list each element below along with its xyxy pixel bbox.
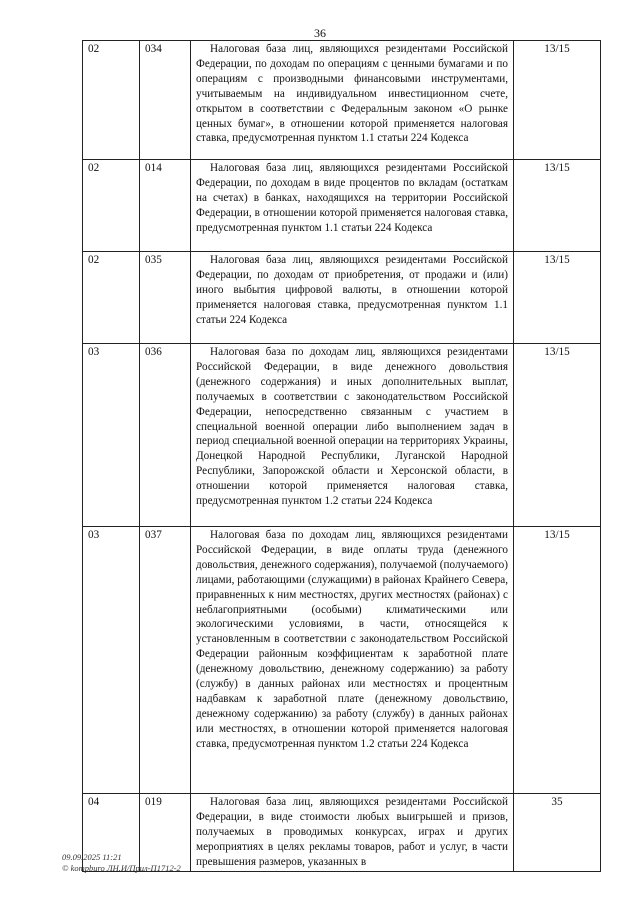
subcode-cell: 037 [140, 527, 191, 794]
code-cell: 03 [83, 344, 140, 527]
description-cell: Налоговая база лиц, являющихся резидентами Российской Федерации, по доходам по операциям с ценными бумагами и по операциям с производными финансовыми инструментами, учитываемым на индивидуальном инвестиционном счете, открытом в соответствии с Федеральным законом «О рынке ценных бумаг», в отношении которой применяется налоговая ставка, предусмотренная пунктом 1.1 статьи 224 Кодекса [191, 41, 514, 160]
code-cell: 02 [83, 41, 140, 160]
print-footer [62, 852, 181, 874]
code-cell: 02 [83, 252, 140, 344]
print-date: 09.09.2025 11:21 [62, 852, 122, 862]
description-cell: Налоговая база лиц, являющихся резидентами Российской Федерации, по доходам в виде процентов по вкладам (остаткам на счетах) в банках, находящихся на территории Российской Федерации, в отношении которой применяется налоговая ставка, предусмотренная пунктом 1.1 статьи 224 Кодекса [191, 160, 514, 252]
rate-cell: 13/15 [514, 344, 601, 527]
description-cell: Налоговая база лиц, являющихся резидентами Российской Федерации, по доходам от приобретения, от продажи и (или) иного выбытия цифровой валюты, в отношении которой применяется налоговая ставка, предусмотренная пунктом 1.1 статьи 224 Кодекса [191, 252, 514, 344]
subcode-cell: 034 [140, 41, 191, 160]
description-cell: Налоговая база лиц, являющихся резидентами Российской Федерации, в виде стоимости любых выигрышей и призов, получаемых в проводимых конкурсах, играх и других мероприятиях в целях рекламы товаров, работ и услуг, в части превышения размеров, указанных в [191, 794, 514, 872]
rate-cell: 13/15 [514, 41, 601, 160]
table-row [83, 344, 601, 527]
rate-cell: 13/15 [514, 252, 601, 344]
rate-cell: 35 [514, 794, 601, 872]
rate-cell: 13/15 [514, 160, 601, 252]
description-cell: Налоговая база по доходам лиц, являющихся резидентами Российской Федерации, в виде денежного довольствия (денежного содержания) и иных дополнительных выплат, получаемых в соответствии с законодательством Российской Федерации, непосредственно связанным с участием в специальной военной операции либо выполнением задач в период специальной военной операции на территориях Украины, Донецкой Народной Республики, Луганской Народной Республики, Запорожской области и Херсонской области, в отношении которой применяется налоговая ставка, предусмотренная пунктом 1.2 статьи 224 Кодекса [191, 344, 514, 527]
tax-base-table [82, 40, 601, 872]
code-cell: 04 [83, 794, 140, 872]
table-row [83, 160, 601, 252]
subcode-cell: 019 [140, 794, 191, 872]
code-cell: 02 [83, 160, 140, 252]
table-row [83, 527, 601, 794]
page-number: 36 [314, 26, 326, 40]
subcode-cell: 014 [140, 160, 191, 252]
description-cell: Налоговая база по доходам лиц, являющихся резидентами Российской Федерации, в виде оплаты труда (денежного довольствия, денежного содержания), получаемой (получаемого) лицами, работающими (служащими) в районах Крайнего Севера, приравненных к ним местностях, других местностях (районах) с неблагоприятными (особыми) климатическими или экологическими условиями, в части, относящейся к установленным в соответствии с законодательством Российской Федерации районным коэффициентам к заработной плате (денежному довольствию, денежному содержанию) за работу (службу) в данных районах или местностях и процентным надбавкам к заработной плате (денежному довольствию, денежному содержанию) за работу (службу) в данных районах или местностях, в отношении которой применяется налоговая ставка, предусмотренная пунктом 1.2 статьи 224 Кодекса [191, 527, 514, 794]
rate-cell: 13/15 [514, 527, 601, 794]
code-cell: 03 [83, 527, 140, 794]
subcode-cell: 035 [140, 252, 191, 344]
table-row [83, 252, 601, 344]
table-row [83, 41, 601, 160]
subcode-cell: 036 [140, 344, 191, 527]
file-path: © kompburo ЛН.И/Прил-П1712-2 [62, 863, 181, 873]
